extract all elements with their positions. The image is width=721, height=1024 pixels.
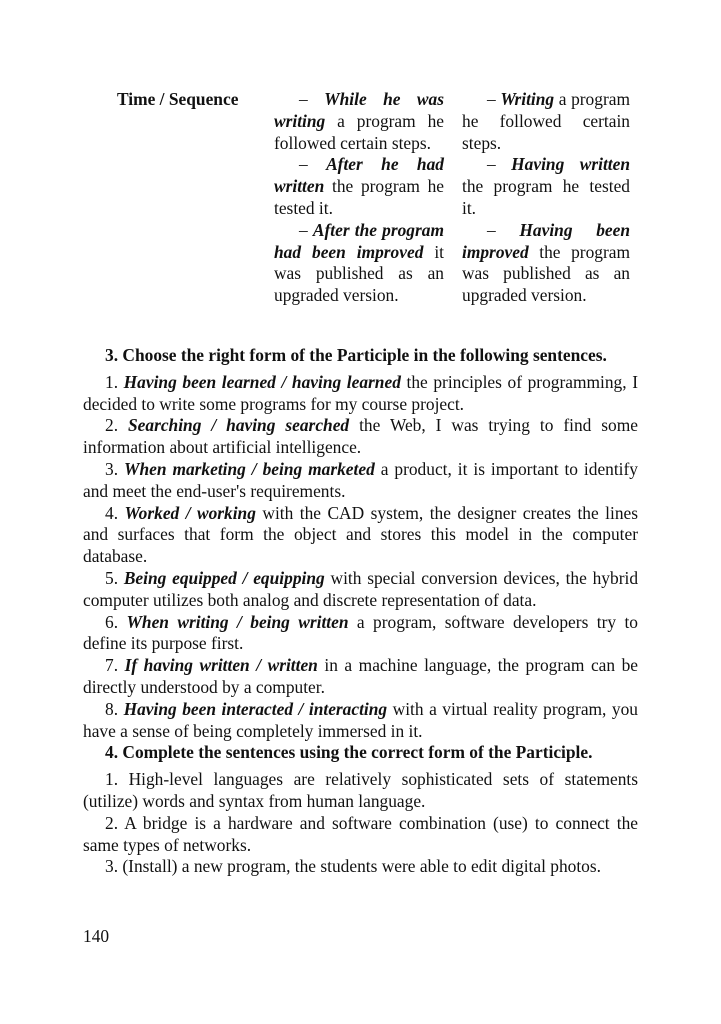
emphasis: Worked / working: [124, 502, 256, 523]
clause-example: [274, 220, 444, 307]
exercise-item: [83, 415, 638, 459]
exercise-item: [83, 503, 638, 568]
dash: –: [299, 154, 327, 175]
participle-column: [462, 89, 630, 307]
text: it was published as an upgraded version.: [274, 241, 444, 306]
participle-example: [462, 154, 630, 219]
exercise-item: 1. High-level languages are relatively sophisticated sets of statements (utilize) words and syntax from human language.: [83, 769, 638, 811]
dash: –: [487, 89, 501, 109]
exercise-item: [83, 699, 638, 743]
item-number: 1.: [105, 371, 124, 392]
participle-example: [462, 89, 630, 154]
exercise-4-heading: 4. Complete the sentences using the correct form of the Participle.: [105, 742, 593, 763]
emphasis: Having written: [511, 154, 630, 175]
exercise-3-heading: 3. Choose the right form of the Participle in the following sentences.: [105, 345, 607, 365]
emphasis: When writing / being written: [126, 611, 349, 632]
text: with a virtual reality program, you have a sense of being completely immersed in it.: [83, 698, 639, 741]
exercise-item: [83, 568, 638, 612]
text: with the CAD system, the designer creates the lines and surfaces that form the object and stores this model in the computer database.: [83, 502, 639, 567]
emphasis: After he had written: [274, 154, 444, 197]
item-number: 8.: [105, 698, 124, 719]
emphasis: Searching / having searched: [127, 415, 350, 436]
emphasis: If having written / written: [124, 655, 318, 676]
text: in a machine language, the program can be directly understood by a computer.: [83, 655, 639, 697]
emphasis: Having been interacted / interacting: [123, 698, 388, 719]
emphasis: Being equipped / equipping: [123, 567, 325, 588]
exercise-item: [83, 612, 638, 656]
item-number: 4.: [105, 502, 125, 523]
item-number: 5.: [105, 567, 124, 588]
clause-column: [274, 89, 444, 307]
clause-example: [274, 154, 444, 219]
item-number: 7.: [105, 655, 125, 676]
item-number: 6.: [105, 611, 127, 632]
item-number: 3.: [105, 458, 124, 479]
text: a program he followed certain steps.: [462, 89, 630, 153]
exercise-item: [83, 372, 638, 416]
emphasis: Having been improved: [462, 219, 630, 262]
text: the program he tested it.: [274, 176, 444, 218]
exercise-item: [83, 459, 638, 503]
emphasis: Having been learned / having learned: [123, 371, 401, 392]
clause-example: [274, 89, 444, 154]
page-number: 140: [83, 926, 110, 946]
exercise-item: 2. A bridge is a hardware and software combination (use) to connect the same types of networks.: [83, 812, 638, 855]
exercise-item: 3. (Install) a new program, the students were able to edit digital photos.: [105, 856, 601, 877]
exercises: [83, 345, 638, 878]
exercise-item: [83, 655, 638, 699]
text: the program he tested it.: [462, 176, 630, 218]
text: the program was published as an upgraded version.: [462, 241, 630, 306]
participle-example: [462, 220, 630, 307]
emphasis: Writing: [500, 89, 555, 109]
emphasis: When marketing / being marketed: [123, 458, 375, 479]
text: a product, it is important to identify and meet the end-user's requirements.: [83, 458, 639, 501]
dash: –: [299, 219, 313, 240]
text: the principles of programming, I decided to write some programs for my course project.: [83, 371, 638, 414]
text: a program, software developers try to define its purpose first.: [83, 611, 638, 654]
dash: –: [487, 219, 520, 240]
row-label: Time / Sequence: [117, 89, 239, 109]
emphasis: After the program had been improved: [274, 219, 444, 262]
item-number: 2.: [105, 415, 128, 436]
text: a program he followed certain steps.: [274, 110, 444, 153]
text: the Web, I was trying to find some information about artificial intelligence.: [83, 415, 638, 458]
emphasis: While he was writing: [274, 89, 444, 131]
dash: –: [299, 89, 325, 109]
text: with special conversion devices, the hybrid computer utilizes both analog and discrete representation of data.: [83, 567, 639, 610]
dash: –: [487, 154, 512, 175]
